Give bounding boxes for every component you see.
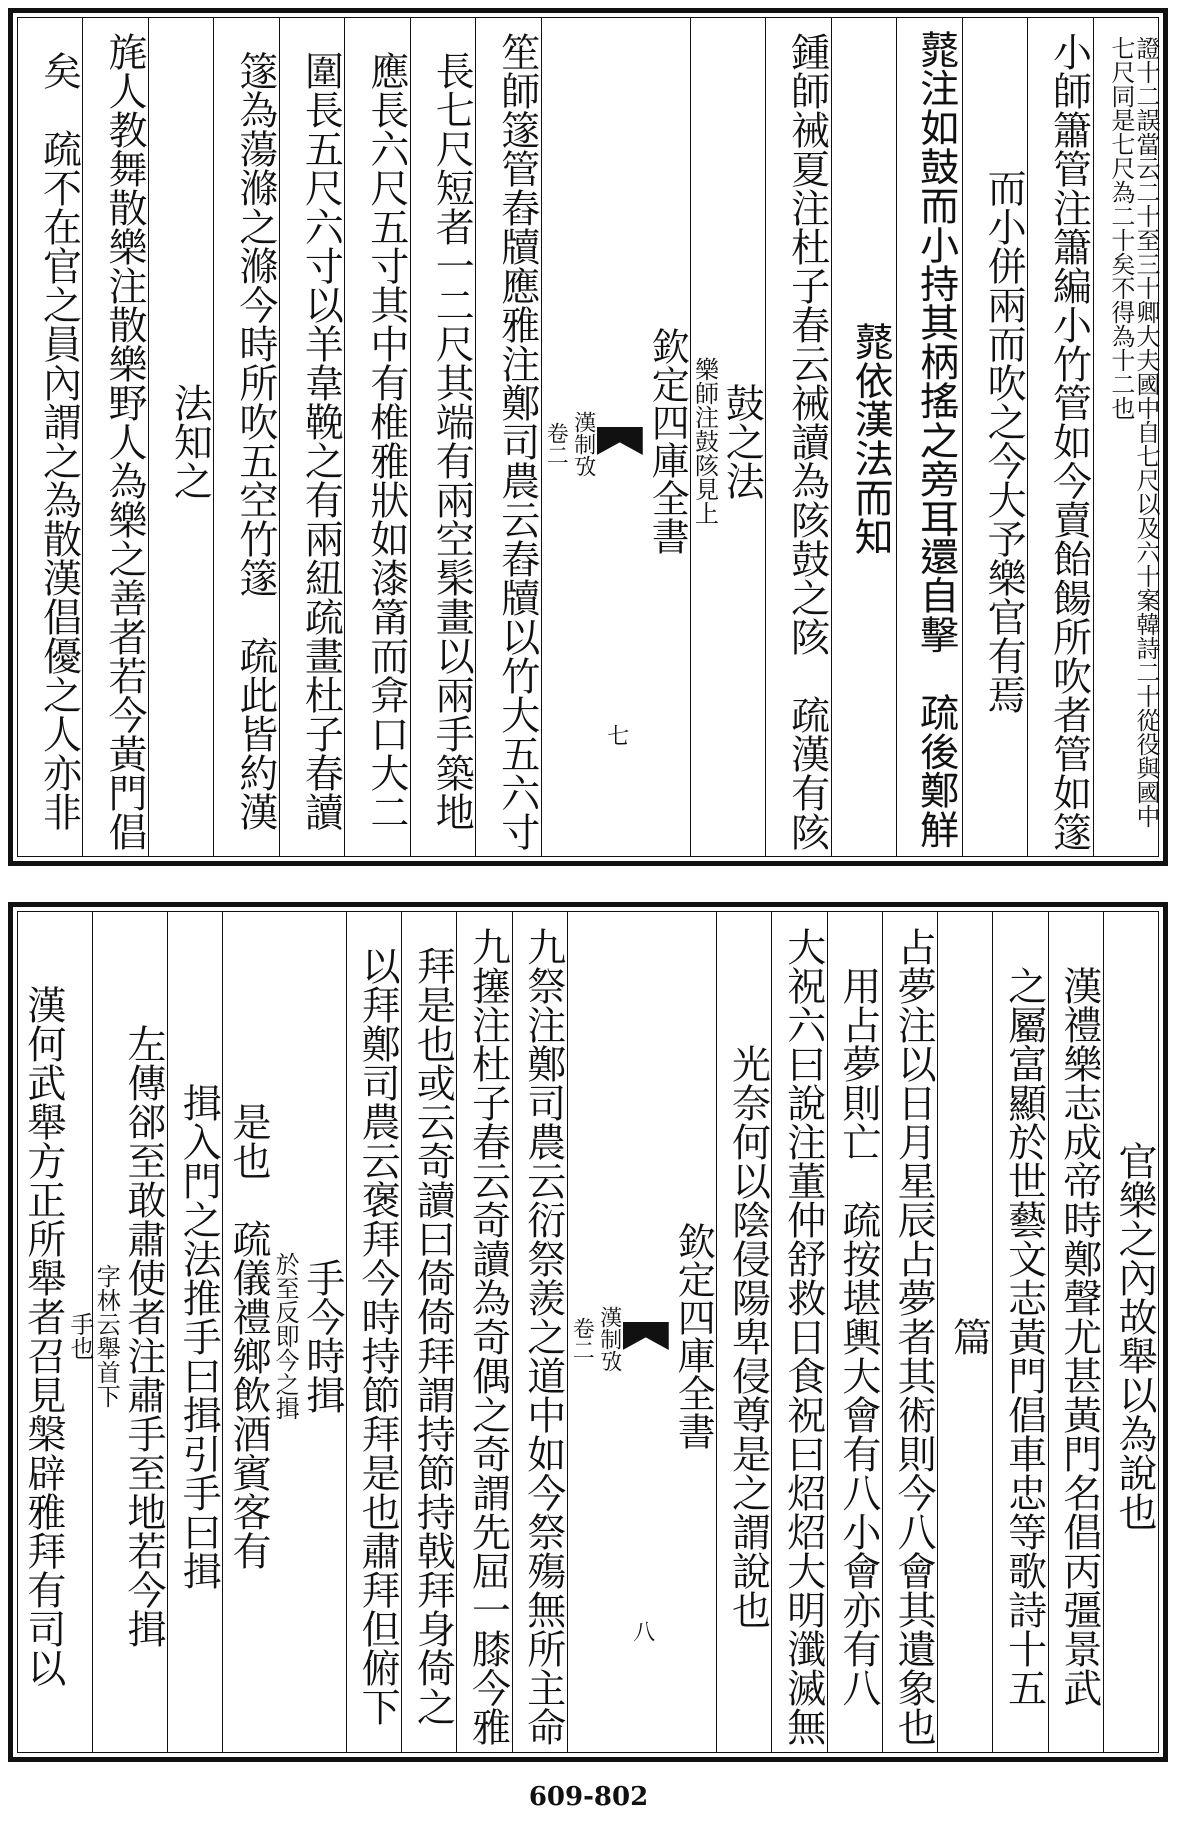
column-text: 法知之: [167, 382, 213, 500]
text-column: [827, 912, 882, 1752]
annotation: 樂師注鼓陔見上: [690, 357, 719, 525]
text-column: [1093, 18, 1158, 856]
column-text: 圍長五尺六寸以羊韋鞔之有兩紐疏畫杜子春讀: [298, 51, 344, 831]
upper-page-columns: [18, 18, 1158, 856]
text-column: [401, 912, 456, 1752]
column-text: 篇: [946, 1316, 992, 1356]
column-text: 笙師篴管舂牘應雅注鄭司農云舂牘以竹大五六寸: [494, 31, 540, 851]
column-text: 九㩙注杜子春云奇讀為奇偶之奇謂先屈一膝今雅: [465, 926, 511, 1746]
volume-label: 卷二: [569, 1317, 595, 1361]
column-text: 矣 疏不在官之員內謂之為散漢倡優之人亦非: [36, 51, 82, 831]
book-title: 欽定四庫全書: [671, 1222, 716, 1450]
column-text: 左傳郤至敢肅使者注肅手至地若今揖: [120, 1024, 166, 1648]
text-column: [882, 912, 937, 1752]
column-text: 漢何武舉方正所舉者召見槃辟雅拜有司以: [20, 985, 66, 1687]
book-title: 欽定四庫全書: [645, 327, 690, 555]
text-column: [346, 912, 401, 1752]
column-text: 鍾師祴夏注杜子春云祴讀為陔鼓之陔 疏漢有陔: [784, 31, 830, 851]
text-column: [690, 18, 765, 856]
annotation: 字林云舉首下: [92, 1264, 121, 1408]
annotation: 於至反即今之揖: [271, 1252, 300, 1420]
text-column: [896, 18, 961, 856]
center-fold-column: [567, 912, 717, 1752]
column-text: 小師簫管注簫編小竹管如今賣飴餳所吹者管如篴: [1046, 31, 1092, 851]
text-column: [765, 18, 830, 856]
fishtail-mark: [623, 1322, 669, 1350]
leaf-number: 八: [629, 1620, 655, 1642]
upper-page-frame: [17, 17, 1159, 857]
column-text: 以拜鄭司農云褒拜今時持節拜是也肅拜但俯下: [355, 946, 401, 1726]
column-text: 占夢注以日月星辰占夢者其術則今八會其遺象也: [891, 926, 937, 1746]
column-text: 旄人教舞散樂注散樂野人為樂之善者若今黃門倡: [101, 31, 147, 851]
column-text: 拜是也或云奇讀曰倚倚拜謂持節持戟拜身倚之: [410, 946, 456, 1726]
column-text: 光奈何以陰侵陽卑侵尊是之謂說也: [725, 1043, 771, 1629]
text-column: [1027, 18, 1092, 856]
text-column: [1103, 912, 1158, 1752]
column-text: 是也 疏儀禮鄉飲酒賓客有: [225, 1102, 271, 1570]
column-text: 用占夢則亡 疏按堪輿大會有八小會亦有八: [835, 965, 881, 1707]
text-column: [92, 912, 167, 1752]
text-column: [475, 18, 540, 856]
text-column: [18, 18, 82, 856]
text-column: [167, 912, 222, 1752]
column-text: 應長六尺五寸其中有椎雅狀如漆筩而弇口大二: [363, 51, 409, 831]
text-column: [344, 18, 409, 856]
text-column: [937, 912, 992, 1752]
column-text: 揖入門之法推手曰揖引手曰揖: [176, 1082, 222, 1590]
column-text: 而小併兩而吹之今大予樂官有焉: [981, 168, 1027, 714]
book-subtitle: 漢制攷: [596, 1306, 622, 1372]
lower-page-frame: [17, 911, 1159, 1753]
lower-page-columns: [18, 912, 1158, 1752]
column-text: 漢禮樂志成帝時鄭聲尤甚黃門名倡丙彊景武: [1056, 965, 1102, 1707]
text-column: [279, 18, 344, 856]
book-subtitle: 漢制攷: [570, 411, 596, 477]
text-column: [962, 18, 1027, 856]
column-text: 之屬富顯於世藝文志黃門倡車忠等歌詩十五: [1001, 965, 1047, 1707]
volume-label: 卷二: [543, 422, 569, 466]
column-text: 鼓之法: [719, 382, 765, 500]
center-fold-column: [541, 18, 691, 856]
text-column: [456, 912, 511, 1752]
text-column: [831, 18, 896, 856]
page-code: 609-802: [528, 1782, 649, 1812]
fishtail-mark: [597, 427, 643, 455]
text-column: [213, 18, 278, 856]
text-column: [992, 912, 1047, 1752]
text-column: [18, 912, 95, 1752]
text-column: [82, 18, 147, 856]
text-column: [1048, 912, 1103, 1752]
column-text: 𪔛注如鼓而小持其柄搖之旁耳還自擊 疏後鄭觧: [915, 31, 961, 851]
column-text: 證十二誤當云二十至三十卿大夫國中自七尺以及六十案韓詩二十從役與國中七尺同是七尺為二十矣不得為十二也: [1106, 36, 1160, 828]
text-column: [512, 912, 567, 1752]
column-text: 篴為蕩滌之滌今時所吹五空竹篴 疏此皆約漢: [232, 51, 278, 831]
lower-page: [8, 902, 1168, 1762]
column-text: 九祭注鄭司農云衍祭羨之道中如今祭殤無所主命: [520, 926, 566, 1746]
upper-page: [8, 8, 1168, 866]
text-column: [771, 912, 826, 1752]
text-column: [716, 912, 771, 1752]
text-column: [222, 912, 346, 1752]
column-text: 長七尺短者一二尺其端有兩空髤畫以兩手築地: [429, 51, 475, 831]
text-column: [410, 18, 475, 856]
text-column: [148, 18, 213, 856]
column-text: 手今時揖: [299, 1258, 345, 1414]
leaf-number: 七: [603, 724, 629, 746]
column-text: 大祝六曰說注董仲舒救日食祝曰炤炤大明瀸滅無: [780, 926, 826, 1746]
column-text: 𪔛依漢法而知: [850, 324, 896, 558]
annotation: 手也: [66, 1312, 95, 1360]
column-text: 官樂之內故舉以為說也: [1112, 1141, 1157, 1531]
